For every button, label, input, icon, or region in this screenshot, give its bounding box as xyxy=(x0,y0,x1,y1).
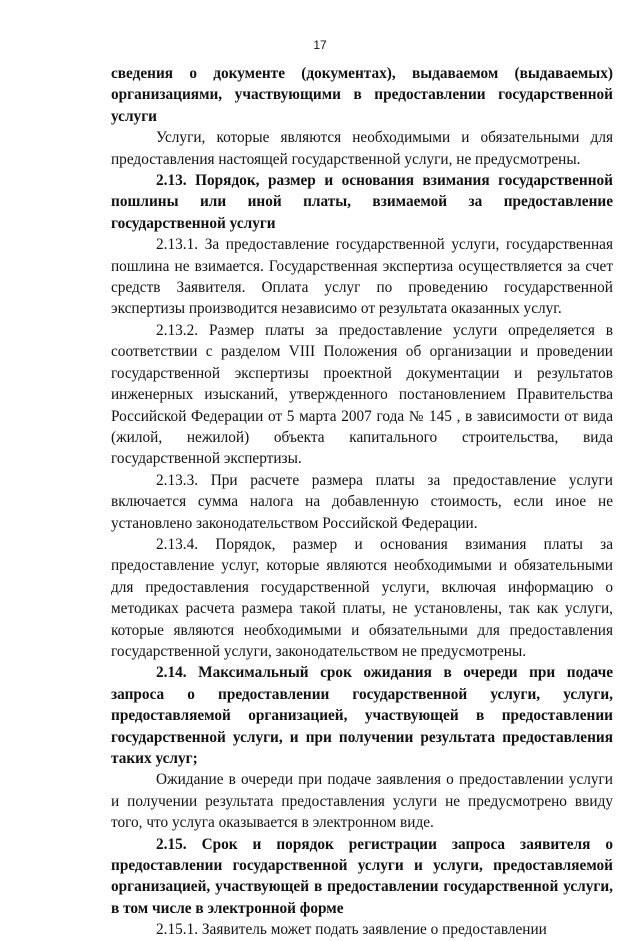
document-body xyxy=(111,63,613,941)
section-heading-2-15: 2.15. Срок и порядок регистрации запроса заявителя о предоставлении государственной услуги и услуги, предоставляемой организацией, участвующей в предоставлении государственной услуги, в том числе в электронной форме xyxy=(111,835,613,917)
paragraph-2-13-1: 2.13.1. За предоставление государственной услуги, государственная пошлина не взимается. Государственная экспертиза осуществляется за счет средств Заявителя. Оплата услуг по проведению государственной экспертизы производится независимо от результата оказанных услуг. xyxy=(111,236,613,318)
paragraph-2-13-2: 2.13.2. Размер платы за предоставление услуги определяется в соответствии с разделом VIII Положения об организации и проведении государственной экспертизы проектной документации и результатов инженерных изысканий, утвержденного постановлением Правительства Российской Федерации от 5 марта 2007 года № 145 , в зависимости от вида (жилой, нежилой) объекта капитального строительства, вида государственной экспертизы. xyxy=(111,321,613,468)
paragraph: Услуги, которые являются необходимыми и обязательными для предоставления настоящей государственной услуги, не предусмотрены. xyxy=(111,129,613,168)
section-heading-2-13: 2.13. Порядок, размер и основания взимания государственной пошлины или иной платы, взимаемой за предоставление государственной услуги xyxy=(111,172,613,232)
paragraph: Ожидание в очереди при подаче заявления о предоставлении услуги и получении результата предоставления услуги не предусмотрено ввиду того, что услуга оказывается в электронном виде. xyxy=(111,771,613,832)
paragraph-heading-continuation: сведения о документе (документах), выдаваемом (выдаваемых) организациями, участвующими в предоставлении государственной услуги xyxy=(111,65,613,125)
paragraph-2-13-4: 2.13.4. Порядок, размер и основания взимания платы за предоставление услуг, которые являются необходимыми и обязательными для предоставления государственной услуги, включая информацию о методиках расчета размера такой платы, не установлены, так как услуги, которые являются необходимыми и обязательными для предоставления государственной услуги, законодательством не предусмотрены. xyxy=(111,535,613,660)
page-number: 17 xyxy=(313,38,327,52)
section-heading-2-14: 2.14. Максимальный срок ожидания в очереди при подаче запроса о предоставлении государственной услуги, услуги, предоставляемой организацией, участвующей в предоставлении государственной услуги, и при получении результата предоставления таких услуг; xyxy=(111,664,613,767)
paragraph-2-13-3: 2.13.3. При расчете размера платы за предоставление услуги включается сумма налога на добавленную стоимость, если иное не установлено законодательством Российской Федерации. xyxy=(111,471,613,532)
paragraph-2-15-1: 2.15.1. Заявитель может подать заявление о предоставлении xyxy=(156,921,547,939)
